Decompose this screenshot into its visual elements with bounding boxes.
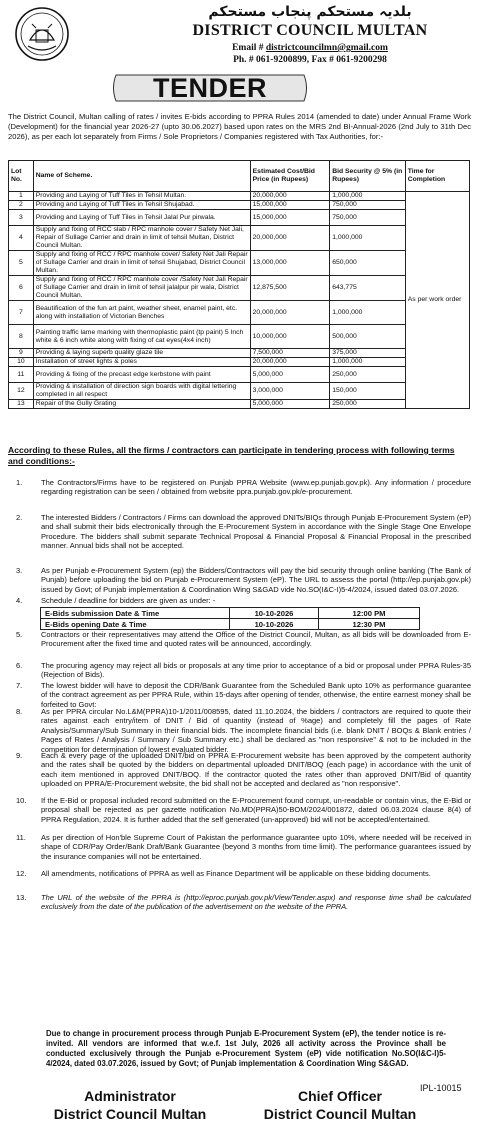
signatory-title: Administrator (84, 1088, 176, 1104)
estimated-cost-cell: 7,500,000 (250, 349, 330, 358)
bid-security-cell: 650,000 (330, 251, 406, 276)
lot-no-cell: 9 (9, 349, 34, 358)
bid-security-cell: 750,000 (330, 201, 406, 210)
col-time-completion: Time for Completion (405, 161, 469, 192)
table-row (9, 383, 470, 400)
completion-time-cell: As per work order (405, 192, 469, 409)
scheme-name-cell: Painting traffic lame marking with thermoplastic paint (tp paint) 5 Inch white & 6 inch white along with fixing of cat eyes(4x4 inch) (33, 325, 250, 349)
table-row (9, 349, 470, 358)
col-scheme-name: Name of Scheme. (33, 161, 250, 192)
title-banner (110, 74, 310, 102)
reinvite-note: Due to change in procurement process through Punjab E-Procurement System (eP), the tender notice is re-invited. All vendors are informed that w.e.f. 1st July, 2026 all activity across the Province shall be conducted exclusively through the Punjab e-Procurement System (eP) vide notification No.SO(I&C-I)5-4/2024, dated 03.07.2026, issued by Govt; of Punjab implementation & Coordination Wing S&GAD. (46, 1029, 446, 1068)
scheme-name-cell: Supply and fixing of RCC / RPC manhole cover/ Safety Net Jali Repair of Sullage Carrier and drain in limit of tehsil Shujabad, District Council Multan. (33, 251, 250, 276)
council-name: DISTRICT COUNCIL MULTAN (192, 22, 428, 39)
term-number: 8. (16, 707, 23, 716)
phone-fax-line: Ph. # 061-9200899, Fax # 061-9200298 (233, 55, 387, 65)
term-item (8, 869, 471, 889)
bid-security-cell: 750,000 (330, 210, 406, 226)
bid-security-cell: 1,000,000 (330, 358, 406, 367)
schedule-table (40, 607, 420, 630)
term-item (8, 751, 471, 793)
term-text: The URL of the website of the PPRA is (http://eproc.punjab.gov.pk/View/Tender.aspx) and response time shall be calculated exclusively from the date of the publication of the advertisement on the website of the PPRA. (41, 893, 471, 912)
term-item (8, 661, 471, 679)
col-estimated-cost: Estimated Cost/Bid Price (in Rupees) (250, 161, 330, 192)
table-row (9, 192, 470, 201)
term-text: Schedule / deadline for bidders are given as under: - (41, 596, 216, 605)
signature-chief-officer (250, 1087, 430, 1123)
term-number: 10. (16, 796, 27, 805)
term-item (8, 513, 471, 559)
scheme-name-cell: Providing and Laying of Tuff Tiles in Tehsil Multan. (33, 192, 250, 201)
signature-administrator (40, 1087, 220, 1123)
table-row (9, 367, 470, 383)
term-text: As per Punjab e-Procurement System (ep) the Bidders/Contractors will pay the bid security through online banking (The Bank of Punjab) before uploading the bid on Punjab e-Procurement System (eP). The URL to assess the portal (http://ep.punjab.gov.pk) issued by Govt; of Punjab implementation & Coordination Wing S&GAD vide No.SO(I&C-I)5-4/2024, issued dated 03.07.2026. (41, 566, 471, 594)
scheme-name-cell: Repair of the Gully Grating (33, 400, 250, 409)
email-label: Email # (232, 43, 266, 53)
term-text: All amendments, notifications of PPRA as well as Finance Department will be applicable on these bidding documents. (41, 869, 431, 878)
ipl-code: IPL-10015 (420, 1083, 462, 1093)
lot-no-cell: 11 (9, 367, 34, 383)
scheme-name-cell: Beautification of the fun art paint, weather sheet, enamel paint, etc. along with installation of Victorian Benches (33, 301, 250, 325)
lot-no-cell: 5 (9, 251, 34, 276)
lot-no-cell: 13 (9, 400, 34, 409)
estimated-cost-cell: 5,000,000 (250, 367, 330, 383)
bid-security-cell: 375,000 (330, 349, 406, 358)
schedule-row (41, 608, 420, 619)
estimated-cost-cell: 20,000,000 (250, 301, 330, 325)
term-text: The procuring agency may reject all bids or proposals at any time prior to acceptance of a bid or proposal under PPRA Rules-35 (Rejection of Bids). (41, 661, 471, 680)
term-number: 9. (16, 751, 23, 760)
letterhead (0, 0, 477, 70)
bid-security-cell: 1,000,000 (330, 192, 406, 201)
term-item (8, 833, 471, 867)
term-text: The lowest bidder will have to deposit the CDR/Bank Guarantee from the Scheduled Bank upto 10% as performance guarantee of the contract agreement as per PPRA Rule, within 15-days after opening of tender, otherwise, the entire earnest money shall be forfeited to Govt: (41, 681, 471, 709)
scheme-name-cell: Providing & fixing of the precast edge kerbstone with paint (33, 367, 250, 383)
term-text: If the E-Bid or proposal included record submitted on the E-Procurement found corrupt, un-readable or contain virus, the E-Bid or proposal shall be rejected as per gazette notification No.MD(PPRA)50-BOM/2024/001872, dated 06.03.2024 clause 8(4) of PPRA Regulation, 2024. It is further added that the self generated (un-approved) bid will not be accepted/entertained. (41, 796, 471, 824)
schedule-time: 12:00 PM (319, 608, 420, 619)
bid-security-cell: 250,000 (330, 367, 406, 383)
bid-security-cell: 1,000,000 (330, 301, 406, 325)
table-row (9, 201, 470, 210)
lot-no-cell: 1 (9, 192, 34, 201)
term-number: 7. (16, 681, 23, 690)
table-row (9, 358, 470, 367)
page-title: TENDER (152, 74, 267, 102)
estimated-cost-cell: 20,000,000 (250, 192, 330, 201)
bid-security-cell: 250,000 (330, 400, 406, 409)
estimated-cost-cell: 3,000,000 (250, 383, 330, 400)
schedule-label: E-Bids opening Date & Time (41, 619, 230, 630)
email-line (150, 43, 470, 53)
term-item (8, 893, 471, 923)
bid-security-cell: 643,775 (330, 276, 406, 301)
scheme-name-cell: Providing and Laying of Tuff Tiles in Tehsil Jalal Pur pirwala. (33, 210, 250, 226)
estimated-cost-cell: 12,875,500 (250, 276, 330, 301)
intro-paragraph: The District Council, Multan calling of rates / invites E-bids according to PPRA Rules 2014 (amended to date) under Annual Frame Work (Development) for the financial year 2026-27 (upto 30.06.2027) based upon rates on the MRS 2nd BI-Annual-2026 (2nd July to 31th Dec 2026), as per each lot separately from Firms / Sole Proprietors / Companies registered with Tax Authorities, for:- (8, 112, 471, 141)
schedule-row (41, 619, 420, 630)
lot-no-cell: 12 (9, 383, 34, 400)
estimated-cost-cell: 13,000,000 (250, 251, 330, 276)
schedule-label: E-Bids submission Date & Time (41, 608, 230, 619)
term-number: 13. (16, 893, 27, 902)
table-row (9, 276, 470, 301)
term-item (8, 478, 471, 508)
signatory-org: District Council Multan (53, 1106, 207, 1122)
scheme-name-cell: Supply and fixing of RCC slab / RPC manhole cover / Safety Net Jali, Repair of Sullage Carrier and drain in limit of tehsil Multan, District Council Multan. (33, 226, 250, 251)
term-number: 1. (16, 478, 23, 487)
schedule-date: 10-10-2026 (230, 619, 319, 630)
terms-heading: According to these Rules, all the firms / contractors can participate in tendering process with following terms and conditions:- (8, 445, 455, 466)
lot-no-cell: 7 (9, 301, 34, 325)
term-item (8, 707, 471, 754)
estimated-cost-cell: 20,000,000 (250, 358, 330, 367)
term-text: Each & every page of the uploaded DNIT/bid on PPRA E-Procurement website has been approved by the competent authority and the rates shall be quoted by the bidders on departmental uploaded DNIT/BOQ (each page) in accordance with the unit of each item mentioned in approved DNIT/BOQ. If the contractor quoted the rates other than approved DNIT/Bid of quantity uploaded on PPRA/E-Procurement website, the bid shall not be accepted and declared as "non responsive". (41, 751, 471, 789)
col-lot-no: Lot No. (9, 161, 34, 192)
bid-security-cell: 500,000 (330, 325, 406, 349)
term-number: 6. (16, 661, 23, 670)
signatory-title: Chief Officer (297, 1088, 382, 1104)
lot-no-cell: 4 (9, 226, 34, 251)
estimated-cost-cell: 5,000,000 (250, 400, 330, 409)
scheme-name-cell: Supply and fixing of RCC / RPC manhole cover /Safety Net Jali Repair of Sullage Carrier and drain in limit of tehsil jalalpur pir wala, District Council Multan. (33, 276, 250, 301)
scheme-name-cell: Providing and Laying of Tuff Tiles in Tehsil Shujabad. (33, 201, 250, 210)
lot-no-cell: 6 (9, 276, 34, 301)
term-number: 12. (16, 869, 27, 878)
term-number: 3. (16, 566, 23, 575)
table-row (9, 325, 470, 349)
estimated-cost-cell: 15,000,000 (250, 201, 330, 210)
schedule-date: 10-10-2026 (230, 608, 319, 619)
schemes-table (8, 160, 470, 409)
scheme-name-cell: Installation of street lights & poles (33, 358, 250, 367)
table-row (9, 210, 470, 226)
bid-security-cell: 1,000,000 (330, 226, 406, 251)
term-text: The Contractors/Firms have to be registered on Punjab PPRA Website (www.ep.punjab.gov.pk). Any information / procedure regarding registration can be seen / obtained from website ppra.punjab.gov.pk/e-procurement. (41, 478, 471, 497)
table-row (9, 251, 470, 276)
lot-no-cell: 2 (9, 201, 34, 210)
term-text: Contractors or their representatives may attend the Office of the District Council, Multan, as all bids will be downloaded from E-Procurement after the fixed time and quoted rates will be announced, accordingly. (41, 630, 471, 649)
term-text: The interested Bidders / Contractors / Firms can download the approved DNITs/BIQs through Punjab E-Procurement System (eP) and shall submit their bids electronically through the E-Procurement System in accordance with the Single Stage One Envelope Procedure. The bidders shall submit separate Technical Proposal & Financial Proposal & Financial Proposal in the prescribed manner. Annual bids shall not be accepted. (41, 513, 471, 551)
table-row (9, 226, 470, 251)
term-item (8, 596, 471, 606)
term-number: 5. (16, 630, 23, 639)
lot-no-cell: 8 (9, 325, 34, 349)
schedule-time: 12:30 PM (319, 619, 420, 630)
lot-no-cell: 10 (9, 358, 34, 367)
email-address[interactable]: districtcouncilmn@gmail.com (265, 43, 388, 53)
table-row (9, 400, 470, 409)
term-item (8, 566, 471, 594)
col-bid-security: Bid Security @ 5% (in Rupees) (330, 161, 406, 192)
term-number: 11. (16, 833, 26, 842)
term-number: 4. (16, 596, 23, 605)
signatory-org: District Council Multan (263, 1106, 417, 1122)
term-text: As per direction of Hon'ble Supreme Court of Pakistan the performance guarantee upto 10%, where needed will be received in shape of CDR/Pay Order/Bank Draft/Bank Guarantee (beyond 3 months from time limit). The performance guarantees issued by the insurance companies will not be entertained. (41, 833, 471, 861)
term-item (8, 796, 471, 830)
table-row (9, 301, 470, 325)
scheme-name-cell: Providing & laying superb quality glaze tile (33, 349, 250, 358)
bid-security-cell: 150,000 (330, 383, 406, 400)
term-text: As per PPRA circular No.L&M(PPRA)10-1/2011/008595, dated 11.10.2024, the bidders / contractors are required to quote their rates against each entry/item of DNIT / Bid of quantity (instead of %age) and completely fill the pages of Rate Analysis/Summary/Sub Summary in their financial bids. The incomplete financial bids (i.e. blank DNIT / BOQs & Blank entries / Pages of Rates / Analysis / Summary / Sub Summary etc.) shall be declared as "non responsive" & not to be included in the competition for determination of lowest evaluated bidder. (41, 707, 471, 754)
estimated-cost-cell: 10,000,000 (250, 325, 330, 349)
term-number: 2. (16, 513, 23, 522)
urdu-slogan: بلدیہ مستحکم پنجاب مستحکم (208, 4, 412, 20)
term-item (8, 681, 471, 709)
estimated-cost-cell: 20,000,000 (250, 226, 330, 251)
estimated-cost-cell: 15,000,000 (250, 210, 330, 226)
term-item (8, 630, 471, 658)
lot-no-cell: 3 (9, 210, 34, 226)
district-council-emblem-icon (14, 6, 70, 62)
scheme-name-cell: Providing & installation of direction sign boards with digital lettering completed in all respect (33, 383, 250, 400)
table-header-row (9, 161, 470, 192)
